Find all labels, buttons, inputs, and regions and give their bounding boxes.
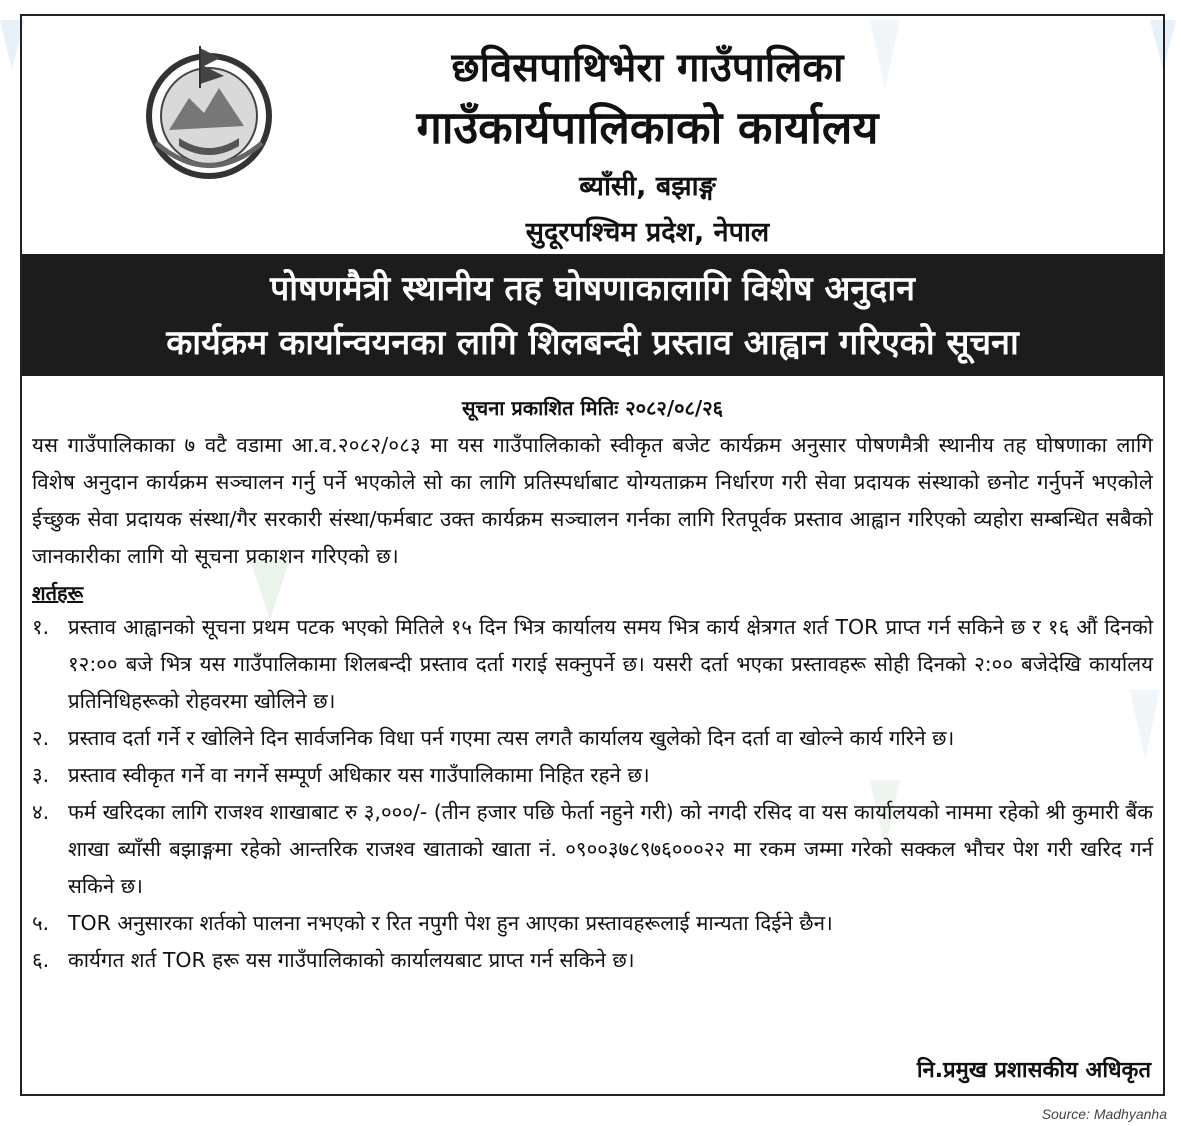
notice-body: यस गाउँपालिकाका ७ वटै वडामा आ.व.२०८२/०८३ मा यस गाउँपालिकाको स्वीकृत बजेट कार्यक्रम अनुसार पोषणमैत्री स्थानीय तह घोषणाका लागि विशेष अनुदान कार्यक्रम सञ्चालन गर्नु पर्ने भएकोले सो का लागि प्रतिस्पर्धाबाट योग्यताक्रम निर्धारण गरी सेवा प्रदायक संस्थाको छनोट गर्नुपर्ने भएकोले ईच्छुक सेवा प्रदायक संस्था/गैर सरकारी संस्था/फर्मबाट उक्त कार्यक्रम सञ्चालन गर्नका लागि रितपूर्वक प्रस्ताव आह्वान गरिएको व्यहोरा सम्बन्धित सबैको जानकारीका लागि यो सूचना प्रकाशन गरिएको छ। — [32, 433, 1153, 568]
term-text: TOR अनुसारका शर्तको पालना नभएको र रित नपुगी पेश हुन आएका प्रस्तावहरूलाई मान्यता दिईने छैन। — [68, 911, 833, 935]
terms-list — [32, 609, 1153, 979]
signatory-title: नि.प्रमुख प्रशासकीय अधिकृत — [916, 1058, 1151, 1083]
notice-content — [22, 388, 1163, 979]
source-credit: Source: Madhyanha — [1041, 1106, 1167, 1122]
notice-frame — [20, 14, 1165, 1096]
office-province: सुदूरपश्चिम प्रदेश, नेपाल — [525, 217, 770, 248]
office-name: गाउँकार्यपालिकाको कार्यालय — [416, 101, 879, 154]
term-item — [32, 942, 1153, 979]
terms-heading: शर्तहरू — [32, 581, 84, 605]
term-number: ३. — [32, 763, 50, 787]
term-text: फर्म खरिदका लागि राजश्व शाखाबाट रु ३,०००/- (तीन हजार पछि फेर्ता नहुने गरी) को नगदी रसिद वा यस कार्यालयको नाममा रहेको श्री कुमारी बैंक शाखा ब्याँसी बझाङ्गमा रहेको आन्तरिक राजश्व खाताको खाता नं. ०९००३७८९७६०००२२ मा रकम जम्मा गरेको सक्कल भौचर पेश गरी खरिद गर्न सकिने छ। — [68, 800, 1153, 898]
notice-title-line-2: कार्यक्रम कार्यान्वयनका लागि शिलबन्दी प्रस्ताव आह्वान गरिएको सूचना — [166, 323, 1019, 363]
term-item — [32, 757, 1153, 794]
term-item — [32, 609, 1153, 720]
municipality-name: छविसपाथिभेरा गाउँपालिका — [451, 45, 844, 91]
term-number: २. — [32, 726, 50, 750]
notice-header — [22, 16, 1163, 254]
term-text: प्रस्ताव दर्ता गर्ने र खोलिने दिन सार्वजनिक विधा पर्न गएमा त्यस लगतै कार्यालय खुलेको दिन दर्ता वा खोल्ने कार्य गरिने छ। — [68, 726, 955, 750]
term-item — [32, 720, 1153, 757]
term-item — [32, 794, 1153, 905]
term-text: प्रस्ताव आह्वानको सूचना प्रथम पटक भएको मितिले १५ दिन भित्र कार्यालय समय भित्र कार्य क्षेत्रगत शर्त TOR प्राप्त गर्न सकिने छ र १६ औं दिनको १२:०० बजे भित्र यस गाउँपालिकामा शिलबन्दी प्रस्ताव दर्ता गराई सक्नुपर्ने छ। यसरी दर्ता भएका प्रस्तावहरू सोही दिनको २:०० बजेदेखि कार्यालय प्रतिनिधिहरूको रोहवरमा खोलिने छ। — [68, 615, 1153, 713]
term-text: प्रस्ताव स्वीकृत गर्ने वा नगर्ने सम्पूर्ण अधिकार यस गाउँपालिकामा निहित रहने छ। — [68, 763, 650, 787]
notice-title-line-1: पोषणमैत्री स्थानीय तह घोषणाकालागि विशेष अनुदान — [269, 269, 916, 309]
term-number: १. — [32, 615, 50, 639]
publication-date: सूचना प्रकाशित मितिः २०८२/०८/२६ — [461, 396, 724, 420]
term-number: ४. — [32, 800, 50, 824]
term-number: ६. — [32, 948, 50, 972]
term-number: ५. — [32, 911, 50, 935]
office-location: ब्याँसी, बझाङ्ग — [579, 171, 716, 202]
term-item — [32, 905, 1153, 942]
term-text: कार्यगत शर्त TOR हरू यस गाउँपालिकाको कार्यालयबाट प्राप्त गर्न सकिने छ। — [68, 948, 635, 972]
notice-title-banner — [22, 254, 1163, 376]
